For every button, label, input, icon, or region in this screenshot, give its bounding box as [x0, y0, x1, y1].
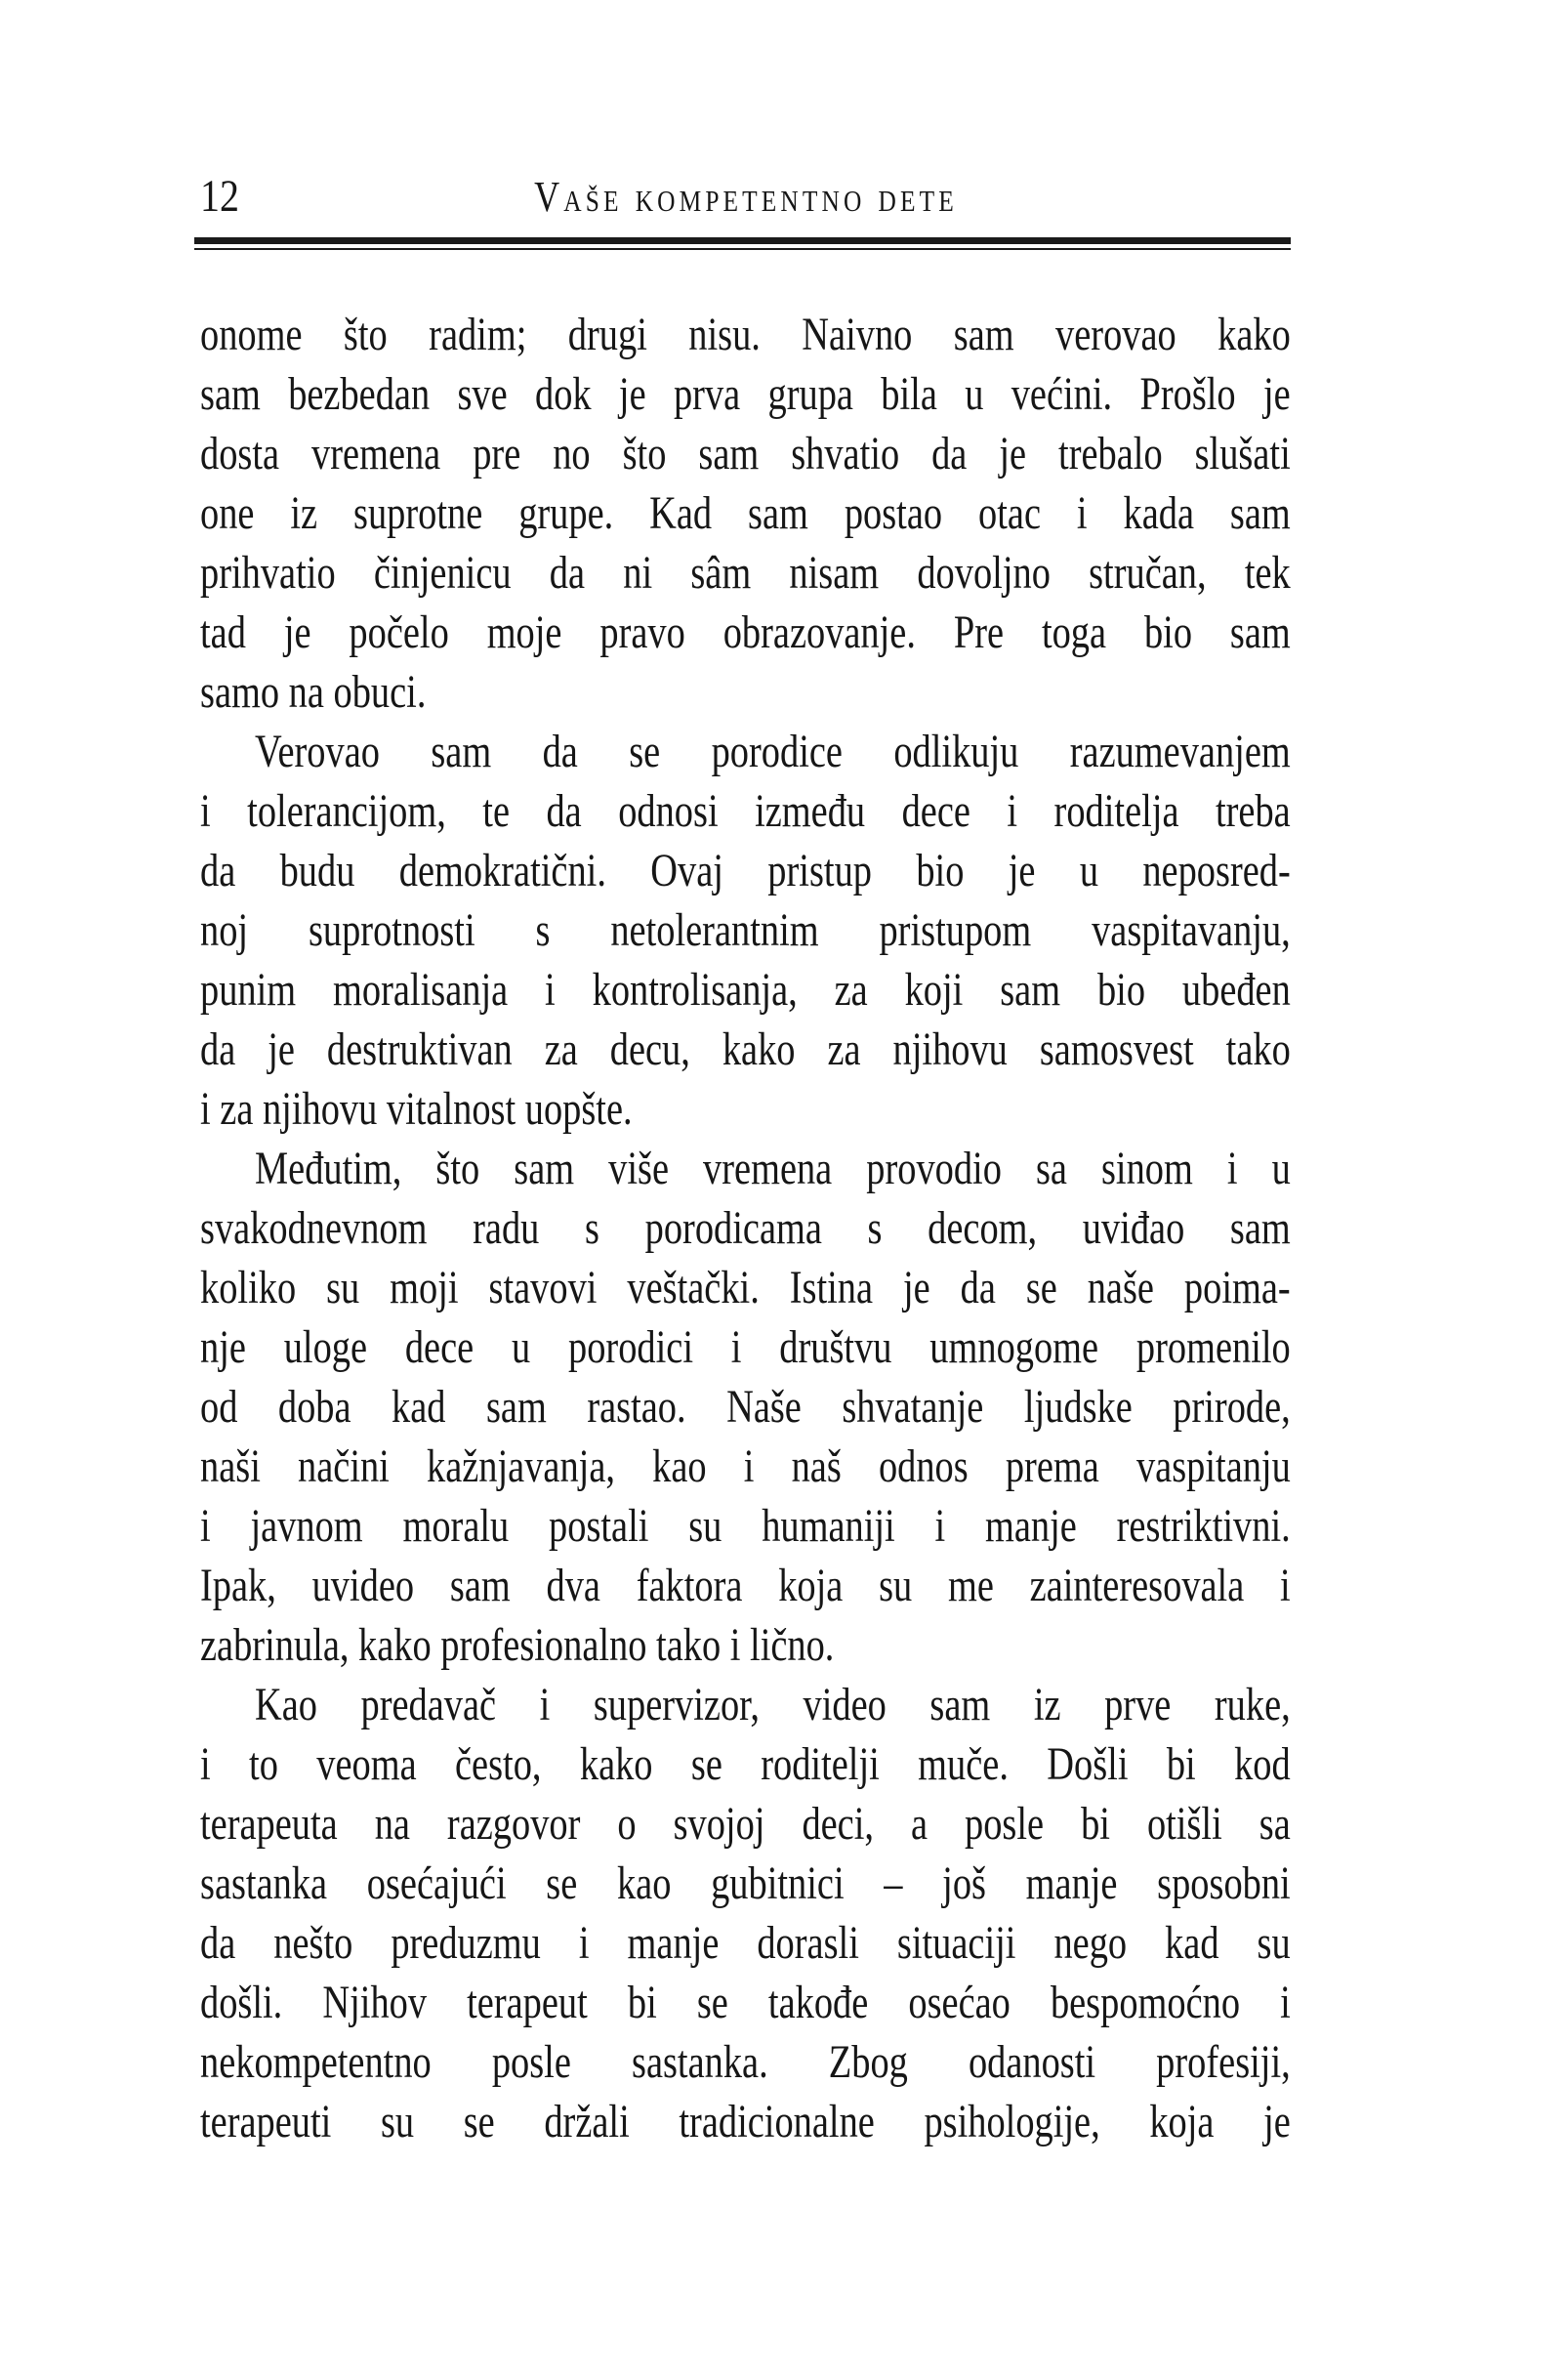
- text-line: i to veoma često, kako se roditelji muče. Došli bi kod: [200, 1738, 1291, 1790]
- text-line: prihvatio činjenicu da ni sâm nisam dovoljno stručan, tek: [200, 547, 1291, 599]
- text-line: i javnom moralu postali su humaniji i manje restriktivni.: [200, 1500, 1291, 1552]
- text-line: noj suprotnosti s netolerantnim pristupom vaspitavanju,: [200, 904, 1291, 956]
- text-line: svakodnevnom radu s porodicama s decom, uviđao sam: [200, 1202, 1291, 1254]
- text-line: nekompetentno posle sastanka. Zbog odanosti profesiji,: [200, 2036, 1291, 2088]
- page-number: 12: [200, 171, 239, 222]
- body-text: [200, 305, 1291, 2151]
- header-rule: [194, 237, 1291, 250]
- page-header: [200, 171, 1291, 223]
- text-line: dosta vremena pre no što sam shvatio da je trebalo slušati: [200, 428, 1291, 479]
- text-line: Međutim, što sam više vremena provodio sa sinom i u: [255, 1143, 1291, 1194]
- text-line: terapeuta na razgovor o svojoj deci, a posle bi otišli sa: [200, 1798, 1291, 1850]
- text-line: naši načini kažnjavanja, kao i naš odnos prema vaspitanju: [200, 1440, 1291, 1492]
- text-line: nje uloge dece u porodici i društvu umnogome promenilo: [200, 1321, 1291, 1373]
- text-line: došli. Njihov terapeut bi se takođe osećao bespomoćno i: [200, 1977, 1291, 2028]
- text-line: i tolerancijom, te da odnosi između dece i roditelja treba: [200, 785, 1291, 837]
- text-line: terapeuti su se držali tradicionalne psihologije, koja je: [200, 2096, 1291, 2147]
- text-line: da nešto preduzmu i manje dorasli situaciji nego kad su: [200, 1917, 1291, 1969]
- text-line: da je destruktivan za decu, kako za njihovu samosvest tako: [200, 1023, 1291, 1075]
- text-line: sastanka osećajući se kao gubitnici – još manje sposobni: [200, 1857, 1291, 1909]
- text-line: tad je počelo moje pravo obrazovanje. Pre toga bio sam: [200, 606, 1291, 658]
- text-line: od doba kad sam rastao. Naše shvatanje ljudske prirode,: [200, 1381, 1291, 1433]
- text-line: samo na obuci.: [200, 666, 427, 718]
- text-line: onome što radim; drugi nisu. Naivno sam verovao kako: [200, 309, 1291, 360]
- text-line: zabrinula, kako profesionalno tako i lično.: [200, 1619, 835, 1671]
- text-line: Verovao sam da se porodice odlikuju razumevanjem: [255, 726, 1291, 777]
- text-line: Ipak, uvideo sam dva faktora koja su me zainteresovala i: [200, 1560, 1291, 1611]
- text-line: i za njihovu vitalnost uopšte.: [200, 1083, 633, 1135]
- text-line: punim moralisanja i kontrolisanja, za koji sam bio ubeđen: [200, 964, 1291, 1016]
- text-line: sam bezbedan sve dok je prva grupa bila u većini. Prošlo je: [200, 368, 1291, 420]
- text-line: koliko su moji stavovi veštački. Istina je da se naše poima-: [200, 1262, 1291, 1313]
- text-line: da budu demokratični. Ovaj pristup bio je u neposred-: [200, 845, 1291, 896]
- text-line: one iz suprotne grupe. Kad sam postao otac i kada sam: [200, 487, 1291, 539]
- running-title: Vaše kompetentno dete: [533, 173, 958, 221]
- text-line: Kao predavač i supervizor, video sam iz prve ruke,: [255, 1679, 1291, 1730]
